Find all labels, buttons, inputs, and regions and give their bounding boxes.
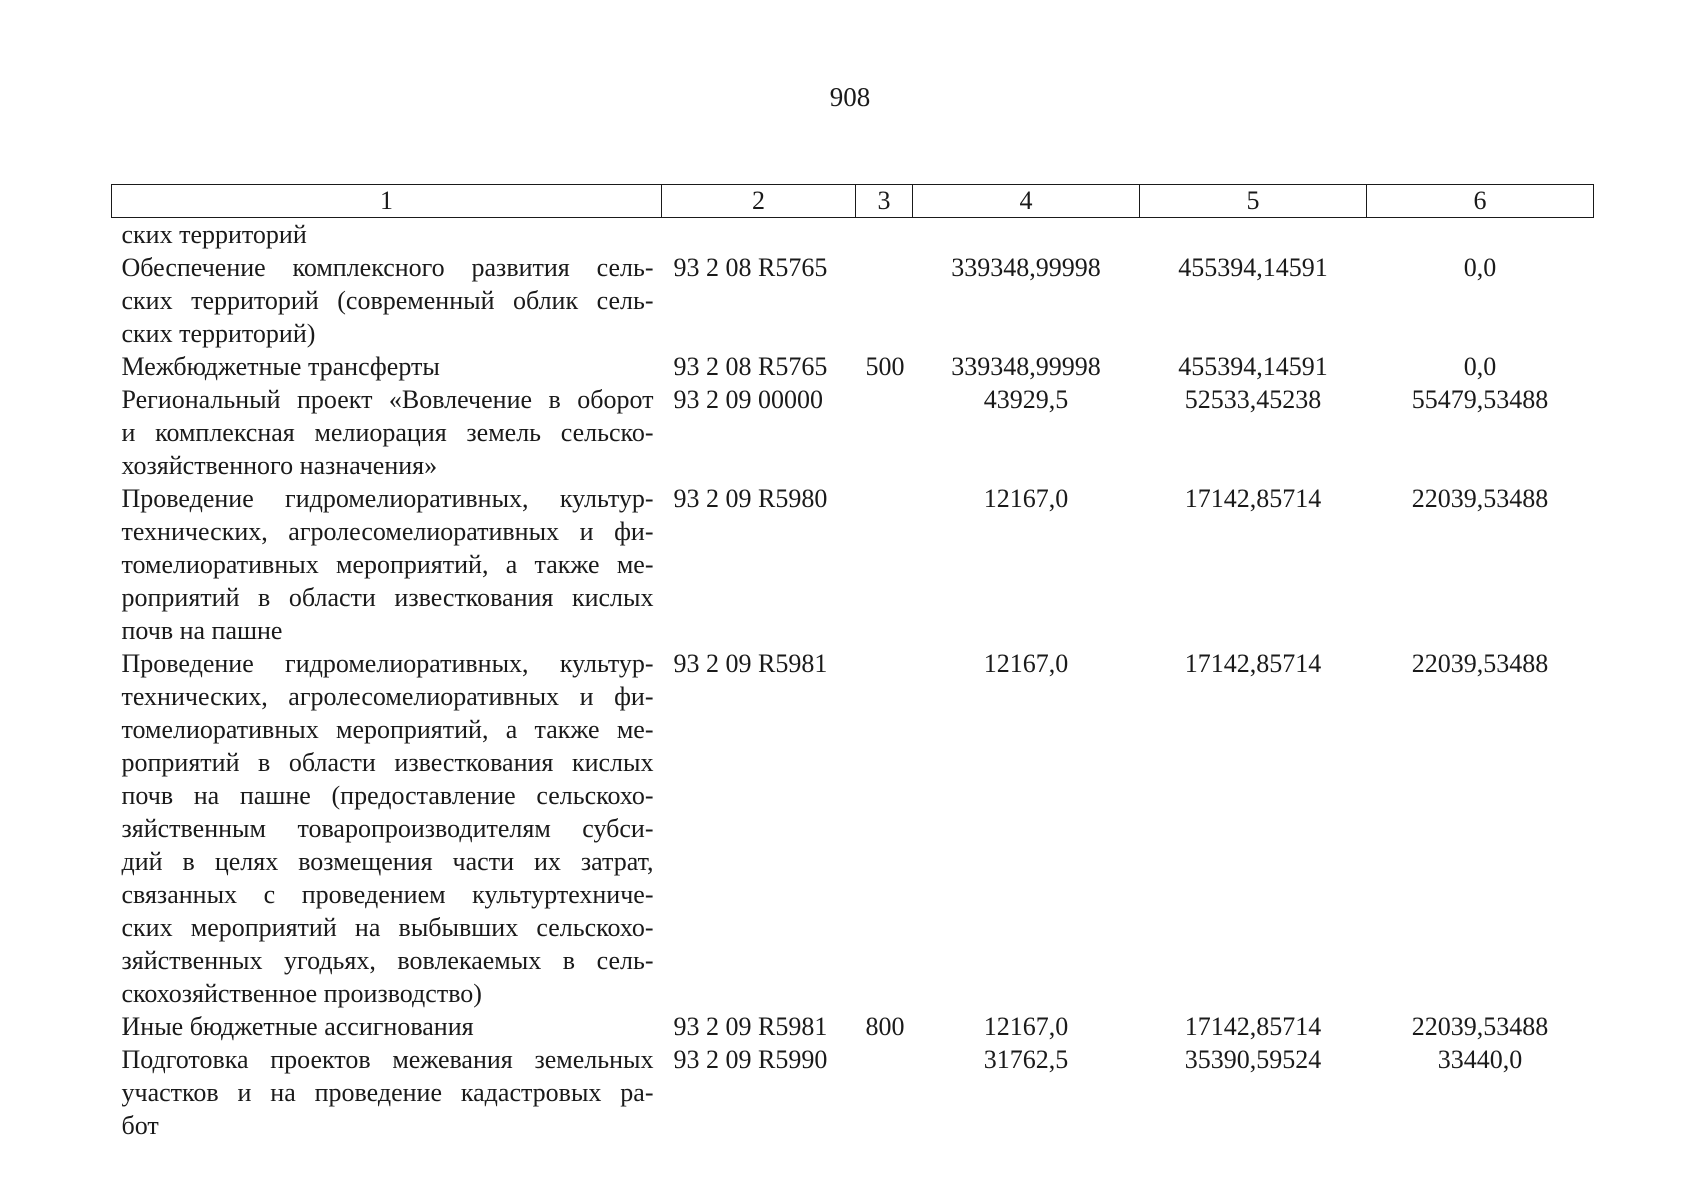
row-expense-type [856, 482, 913, 647]
row-description [112, 482, 662, 647]
description-line: роприятий в области известкования кислых [121, 748, 654, 777]
row-description [112, 383, 662, 482]
row-value-col5: 455394,14591 [1178, 253, 1328, 282]
row-expense-type [856, 251, 913, 350]
description-line: дий в целях возмещения части их затрат, [121, 847, 654, 876]
row-value-col5: 455394,14591 [1178, 352, 1328, 381]
table-row [112, 482, 1594, 647]
row-description [112, 1010, 662, 1043]
description-line: почв на пашне (предоставление сельскохо- [121, 781, 654, 810]
row-value-col5: 17142,85714 [1184, 649, 1322, 678]
description-line: зяйственных угодьях, вовлекаемых в сель- [121, 946, 654, 975]
description-line: ских мероприятий на выбывших сельскохо- [121, 913, 654, 942]
row-value-col6: 22039,53488 [1411, 649, 1549, 678]
table-row [112, 1043, 1594, 1142]
row-value-col4: 12167,0 [983, 1012, 1069, 1041]
page-number: 908 [829, 82, 871, 112]
row-expense-type [856, 647, 913, 1010]
column-header-4: 4 [913, 185, 1140, 218]
row-value-col4: 43929,5 [983, 385, 1069, 414]
column-header-3: 3 [856, 185, 913, 218]
description-line: зяйственным товаропроизводителям субси- [121, 814, 654, 843]
table-row [112, 218, 1594, 252]
column-header-1: 1 [112, 185, 662, 218]
row-expense-type: 500 [865, 352, 905, 381]
description-line: Проведение гидромелиоративных, культур- [121, 484, 654, 513]
row-value-col6: 22039,53488 [1411, 1012, 1549, 1041]
description-line: Обеспечение комплексного развития сель- [121, 253, 654, 282]
table-row [112, 647, 1594, 1010]
row-value-col5: 17142,85714 [1184, 1012, 1322, 1041]
row-expense-type [856, 383, 913, 482]
row-value-col5: 17142,85714 [1184, 484, 1322, 513]
table-body [112, 218, 1594, 1143]
row-value-col4: 12167,0 [983, 649, 1069, 678]
description-line: роприятий в области известкования кислых [121, 583, 654, 612]
description-line: скохозяйственное производство) [121, 979, 482, 1008]
column-header-5: 5 [1140, 185, 1367, 218]
row-code: 93 2 09 R5981 [673, 1012, 828, 1041]
row-code: 93 2 09 00000 [673, 385, 823, 414]
row-code: 93 2 08 R5765 [673, 352, 828, 381]
description-line: Межбюджетные трансферты [121, 352, 440, 381]
row-value-col4: 31762,5 [983, 1045, 1069, 1074]
row-code: 93 2 09 R5990 [673, 1045, 828, 1074]
row-value-col6 [1367, 218, 1594, 252]
row-code: 93 2 08 R5765 [673, 253, 828, 282]
description-line: и комплексная мелиорация земель сельско- [121, 418, 654, 447]
row-description [112, 350, 662, 383]
column-header-2: 2 [662, 185, 856, 218]
row-expense-type [856, 1043, 913, 1142]
description-line: почв на пашне [121, 616, 283, 645]
description-line: ских территорий [121, 220, 307, 249]
description-line: связанных с проведением культуртехниче- [121, 880, 654, 909]
description-line: участков и на проведение кадастровых ра- [121, 1078, 654, 1107]
table-row [112, 350, 1594, 383]
row-value-col4: 339348,99998 [951, 253, 1101, 282]
table-row [112, 1010, 1594, 1043]
column-header-6: 6 [1367, 185, 1594, 218]
description-line: Региональный проект «Вовлечение в оборот [121, 385, 654, 414]
row-value-col5 [1140, 218, 1367, 252]
row-code: 93 2 09 R5981 [673, 649, 828, 678]
row-description [112, 251, 662, 350]
row-value-col4: 12167,0 [983, 484, 1069, 513]
description-line: технических, агролесомелиоративных и фи- [121, 682, 654, 711]
row-code: 93 2 09 R5980 [673, 484, 828, 513]
row-description [112, 1043, 662, 1142]
row-value-col5: 35390,59524 [1184, 1045, 1322, 1074]
description-line: ских территорий (современный облик сель- [121, 286, 654, 315]
header-row [112, 185, 1594, 218]
description-line: бот [121, 1111, 159, 1140]
row-expense-type: 800 [865, 1012, 905, 1041]
description-line: хозяйственного назначения» [121, 451, 438, 480]
description-line: томелиоративных мероприятий, а также ме- [121, 715, 654, 744]
budget-table [111, 184, 1594, 1142]
row-value-col6: 22039,53488 [1411, 484, 1549, 513]
row-description [112, 218, 662, 252]
row-value-col5: 52533,45238 [1184, 385, 1322, 414]
table-row [112, 251, 1594, 350]
row-code [662, 218, 856, 252]
table-row [112, 383, 1594, 482]
row-expense-type [856, 218, 913, 252]
row-value-col6: 0,0 [1463, 253, 1497, 282]
table-header [112, 185, 1594, 218]
description-line: ских территорий) [121, 319, 316, 348]
description-line: Подготовка проектов межевания земельных [121, 1045, 654, 1074]
row-value-col4: 339348,99998 [951, 352, 1101, 381]
description-line: томелиоративных мероприятий, а также ме- [121, 550, 654, 579]
row-value-col6: 33440,0 [1437, 1045, 1523, 1074]
row-value-col4 [913, 218, 1140, 252]
description-line: Проведение гидромелиоративных, культур- [121, 649, 654, 678]
row-description [112, 647, 662, 1010]
row-value-col6: 0,0 [1463, 352, 1497, 381]
description-line: Иные бюджетные ассигнования [121, 1012, 474, 1041]
row-value-col6: 55479,53488 [1411, 385, 1549, 414]
description-line: технических, агролесомелиоративных и фи- [121, 517, 654, 546]
